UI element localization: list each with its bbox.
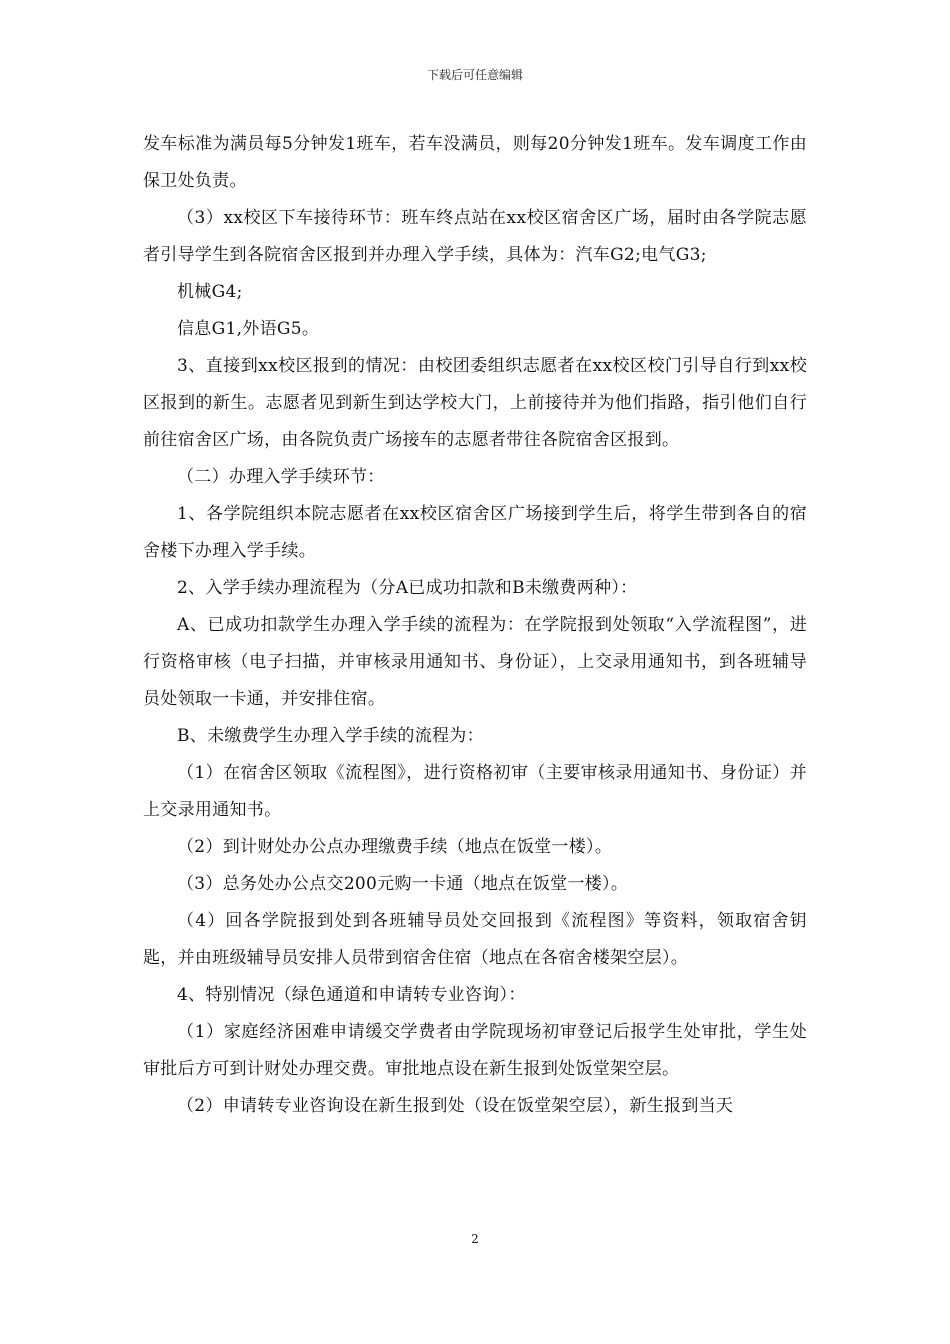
page-header: 下载后可任意编辑: [426, 68, 523, 82]
paragraph: 1、各学院组织本院志愿者在xx校区宿舍区广场接到学生后，将学生带到各自的宿舍楼下办理入学手续。: [143, 504, 807, 561]
paragraph: （3）xx校区下车接待环节：班车终点站在xx校区宿舍区广场，届时由各学院志愿者引导学生到各院宿舍区报到并办理入学手续，具体为：汽车G2;电气G3;: [143, 208, 807, 265]
paragraph: （2）申请转专业咨询设在新生报到处（设在饭堂架空层），新生报到当天: [177, 1096, 734, 1116]
paragraph: （3）总务处办公点交200元购一卡通（地点在饭堂一楼）。: [177, 874, 629, 894]
section-heading: （二）办理入学手续环节：: [177, 467, 385, 487]
paragraph: 机械G4;: [177, 282, 243, 302]
paragraph: （4）回各学院报到处到各班辅导员处交回报到《流程图》等资料，领取宿舍钥匙，并由班级辅导员安排人员带到宿舍住宿（地点在各宿舍楼架空层）。: [143, 911, 807, 968]
paragraph: B、未缴费学生办理入学手续的流程为：: [177, 726, 484, 746]
paragraph: 发车标准为满员每5分钟发1班车，若车没满员，则每20分钟发1班车。发车调度工作由保卫处负责。: [143, 134, 807, 191]
paragraph: A、已成功扣款学生办理入学手续的流程为：在学院报到处领取“入学流程图”，进行资格审核（电子扫描，并审核录用通知书、身份证），上交录用通知书，到各班辅导员处领取一卡通，并安排住宿。: [143, 615, 807, 709]
document-body: [143, 126, 807, 1125]
paragraph: （1）在宿舍区领取《流程图》，进行资格初审（主要审核录用通知书、身份证）并上交录用通知书。: [143, 763, 807, 820]
paragraph: 4、特别情况（绿色通道和申请转专业咨询）：: [177, 985, 526, 1005]
paragraph: （1）家庭经济困难申请缓交学费者由学院现场初审登记后报学生处审批，学生处审批后方可到计财处办理交费。审批地点设在新生报到处饭堂架空层。: [143, 1022, 807, 1079]
paragraph: （2）到计财处办公点办理缴费手续（地点在饭堂一楼）。: [177, 837, 613, 857]
paragraph: 2、入学手续办理流程为（分A已成功扣款和B未缴费两种）：: [177, 578, 638, 598]
paragraph: 信息G1,外语G5。: [177, 319, 320, 339]
page-number: 2: [471, 1232, 479, 1246]
paragraph: 3、直接到xx校区报到的情况：由校团委组织志愿者在xx校区校门引导自行到xx校区报到的新生。志愿者见到新生到达学校大门，上前接待并为他们指路，指引他们自行前往宿舍区广场，由各院负责广场接车的志愿者带往各院宿舍区报到。: [143, 356, 807, 450]
